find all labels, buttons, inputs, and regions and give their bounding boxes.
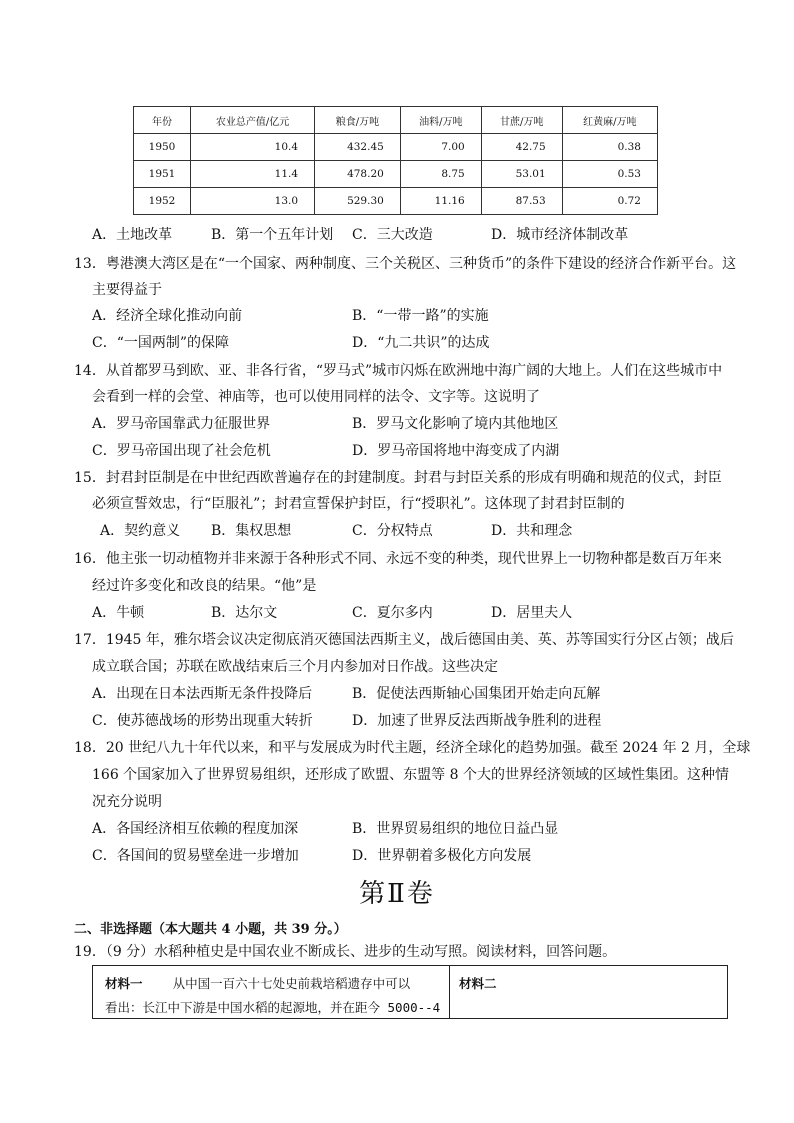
table-cell: 11.4 (191, 161, 315, 188)
table-cell: 0.38 (562, 134, 657, 161)
q12-option-d: D．城市经济体制改革 (491, 227, 629, 243)
table-header-cell: 甘蔗/万吨 (481, 107, 562, 134)
material-one-row1 (105, 974, 410, 992)
q15-stem-line2: 必须宣誓效忠，行“臣服礼”；封君宣誓保护封臣，行“授职礼”。这体现了封君封臣制的 (92, 496, 625, 512)
q12-option-c: C．三大改造 (352, 227, 433, 243)
q18-option-b: B．世界贸易组织的地位日益凸显 (352, 821, 559, 837)
q15-stem-line1: 15．封君封臣制是在中世纪西欧普遍存在的封建制度。封君与封臣关系的形成有明确和规范的仪式，封臣 (74, 470, 722, 486)
table-cell: 1952 (134, 188, 191, 215)
table-header-cell: 粮食/万吨 (315, 107, 401, 134)
q16-option-a: A．牛顿 (92, 605, 145, 621)
material-one-text-line1: 从中国一百六十七处史前栽培稻遗存中可以 (172, 976, 411, 991)
table-cell: 529.30 (315, 188, 401, 215)
material-one-text-line2: 看出：长江中下游是中国水稻的起源地，并在距今 5000--4 (105, 1000, 441, 1015)
table-header-cell: 红黄麻/万吨 (562, 107, 657, 134)
table-cell: 432.45 (315, 134, 401, 161)
q14-stem-line2: 会看到一样的会堂、神庙等，也可以使用同样的法令、文字等。这说明了 (92, 389, 540, 405)
table-cell: 53.01 (481, 161, 562, 188)
q16-option-b: B．达尔文 (211, 605, 278, 621)
table-row (134, 161, 658, 188)
table-cell: 0.53 (562, 161, 657, 188)
q14-option-b: B．罗马文化影响了境内其他地区 (352, 416, 559, 432)
material-two-label: 材料二 (459, 976, 497, 991)
q14-option-d: D．罗马帝国将地中海变成了内湖 (352, 443, 560, 459)
q19-stem-line1: 19．（9 分）水稻种植史是中国农业不断成长、进步的生动写照。阅读材料，回答问题。 (74, 944, 617, 960)
table-cell: 87.53 (481, 188, 562, 215)
table-cell: 42.75 (481, 134, 562, 161)
table-cell: 478.20 (315, 161, 401, 188)
material-table (92, 965, 728, 1019)
q16-stem-line2: 经过许多变化和改良的结果。“他”是 (92, 578, 317, 594)
q18-option-d: D．世界朝着多极化方向发展 (352, 848, 532, 864)
q18-option-a: A．各国经济相互依赖的程度加深 (92, 821, 299, 837)
part-heading: 二、非选择题（本大题共 4 小题，共 39 分。） (74, 922, 347, 937)
q14-option-a: A．罗马帝国靠武力征服世界 (92, 416, 271, 432)
q17-option-c: C．使苏德战场的形势出现重大转折 (92, 713, 313, 729)
q15-option-d: D．共和理念 (491, 523, 573, 539)
section-title: 第Ⅱ卷 (359, 879, 435, 909)
table-header-row (134, 107, 658, 134)
q16-option-d: D．居里夫人 (491, 605, 573, 621)
q12-option-a: A．土地改革 (92, 227, 173, 243)
table-cell: 0.72 (562, 188, 657, 215)
table-row (134, 134, 658, 161)
q16-option-c: C．夏尔多内 (352, 605, 433, 621)
table-header-cell: 油料/万吨 (400, 107, 481, 134)
table-row (134, 188, 658, 215)
table-cell: 1950 (134, 134, 191, 161)
q18-option-c: C．各国间的贸易壁垒进一步增加 (92, 848, 299, 864)
q15-option-a: A．契约意义 (100, 523, 181, 539)
q13-option-b: B．“一带一路”的实施 (352, 308, 489, 324)
table-header-cell: 年份 (134, 107, 191, 134)
q15-option-c: C．分权特点 (352, 523, 433, 539)
q17-option-b: B．促使法西斯轴心国集团开始走向瓦解 (352, 686, 601, 702)
material-one-cell (93, 966, 450, 1018)
q14-option-c: C．罗马帝国出现了社会危机 (92, 443, 271, 459)
q13-option-d: D．“九二共识”的达成 (352, 335, 490, 351)
table-header-cell: 农业总产值/亿元 (191, 107, 315, 134)
q14-stem-line1: 14．从首都罗马到欧、亚、非各行省，“罗马式”城市闪烁在欧洲地中海广阔的大地上。人们在这些城市中 (74, 363, 723, 379)
table-cell: 8.75 (400, 161, 481, 188)
q15-option-b: B．集权思想 (211, 523, 292, 539)
table-cell: 13.0 (191, 188, 315, 215)
q18-stem-line3: 况充分说明 (92, 794, 162, 810)
table-cell: 11.16 (400, 188, 481, 215)
q17-option-d: D．加速了世界反法西斯战争胜利的进程 (352, 713, 602, 729)
q13-stem-line1: 13．粤港澳大湾区是在“一个国家、两种制度、三个关税区、三种货币”的条件下建设的经济合作新平台。这 (74, 256, 737, 272)
table-cell: 1951 (134, 161, 191, 188)
q12-option-b: B．第一个五年计划 (211, 227, 334, 243)
q13-option-a: A．经济全球化推动向前 (92, 308, 243, 324)
q17-stem-line1: 17．1945 年，雅尔塔会议决定彻底消灭德国法西斯主义，战后德国由美、英、苏等国实行分区占领；战后 (74, 632, 734, 648)
q13-stem-line2: 主要得益于 (92, 282, 162, 298)
q17-stem-line2: 成立联合国；苏联在欧战结束后三个月内参加对日作战。这些决定 (92, 659, 498, 675)
q16-stem-line1: 16．他主张一切动植物并非来源于各种形式不同、永远不变的种类，现代世界上一切物种都是数百万年来 (74, 551, 722, 567)
table-cell: 10.4 (191, 134, 315, 161)
q13-option-c: C．“一国两制”的保障 (92, 335, 230, 351)
q18-stem-line1: 18．20 世纪八九十年代以来，和平与发展成为时代主题，经济全球化的趋势加强。截至 2024 年 2 月，全球 (74, 740, 751, 756)
agriculture-data-table (133, 106, 658, 215)
q17-option-a: A．出现在日本法西斯无条件投降后 (92, 686, 313, 702)
table-cell: 7.00 (400, 134, 481, 161)
q18-stem-line2: 166 个国家加入了世界贸易组织，还形成了欧盟、东盟等 8 个大的世界经济领域的区域性集团。这种情 (92, 767, 729, 783)
material-one-label: 材料一 (105, 976, 143, 991)
